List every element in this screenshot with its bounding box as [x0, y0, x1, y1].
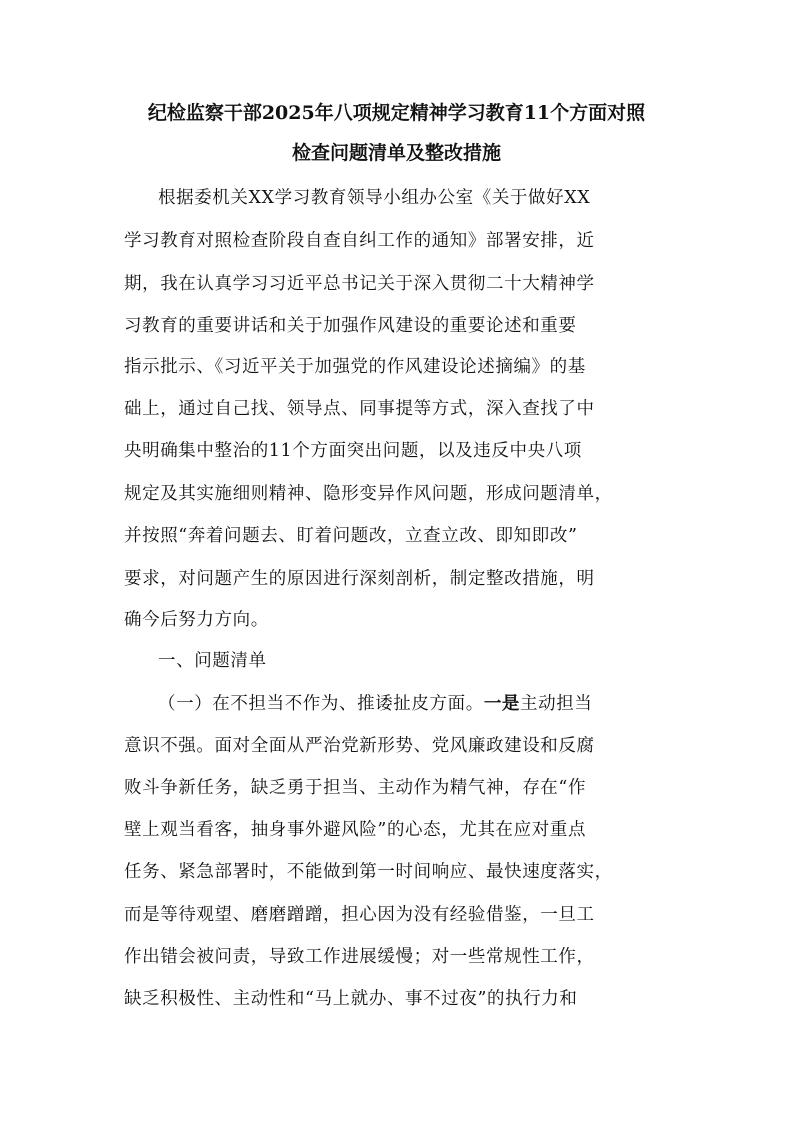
intro-line-6: 础上，通过自己找、领导点、同事提等方式，深入查找了中 — [124, 399, 595, 419]
item-1-line-3: 败斗争新任务，缺乏勇于担当、主动作为精气神，存在“作 — [124, 778, 587, 798]
intro-line-1: 根据委机关XX学习教育领导小组办公室《关于做好XX — [158, 188, 591, 208]
intro-line-4: 习教育的重要讲话和关于加强作风建设的重要论述和重要 — [124, 316, 577, 336]
intro-line-9: 并按照“奔着问题去、盯着问题改，立查立改、即知即改” — [124, 526, 578, 546]
section-heading: 一、问题清单 — [158, 651, 267, 671]
item-1-heading: （一）在不担当不作为、推诿扯皮方面。 — [158, 694, 484, 714]
item-1-line-8: 缺乏积极性、主动性和“马上就办、事不过夜”的执行力和 — [124, 989, 578, 1009]
intro-line-7: 央明确集中整治的11个方面突出问题，以及违反中央八项 — [124, 441, 582, 461]
intro-line-2: 学习教育对照检查阶段自查自纠工作的通知》部署安排，近 — [124, 231, 595, 251]
item-1-line-4: 壁上观当看客，抽身事外避风险”的心态，尤其在应对重点 — [124, 820, 587, 840]
intro-line-3: 期，我在认真学习习近平总书记关于深入贯彻二十大精神学 — [124, 274, 595, 294]
intro-line-11: 确今后努力方向。 — [124, 610, 269, 630]
item-1-bold-marker: 一是 — [483, 694, 521, 714]
item-1-first-line — [158, 690, 672, 718]
item-1-line-7: 作出错会被问责，导致工作进展缓慢；对一些常规性工作， — [124, 947, 595, 967]
item-1-line-6: 而是等待观望、磨磨蹭蹭，担心因为没有经验借鉴，一旦工 — [124, 905, 595, 925]
document-title-line-1: 纪检监察干部2025年八项规定精神学习教育11个方面对照 — [147, 102, 646, 124]
item-1-first-line-tail: 主动担当 — [520, 694, 593, 714]
document-title-line-2: 检查问题清单及整改措施 — [291, 142, 501, 164]
intro-line-5: 指示批示、《习近平关于加强党的作风建设论述摘编》的基 — [124, 357, 586, 377]
item-1-line-5: 任务、紧急部署时，不能做到第一时间响应、最快速度落实， — [124, 862, 613, 882]
item-1-line-2: 意识不强。面对全面从严治党新形势、党风廉政建设和反腐 — [124, 736, 595, 756]
intro-line-10: 要求，对问题产生的原因进行深刻剖析，制定整改措施，明 — [124, 569, 595, 589]
intro-line-8: 规定及其实施细则精神、隐形变异作风问题，形成问题清单， — [124, 484, 613, 504]
